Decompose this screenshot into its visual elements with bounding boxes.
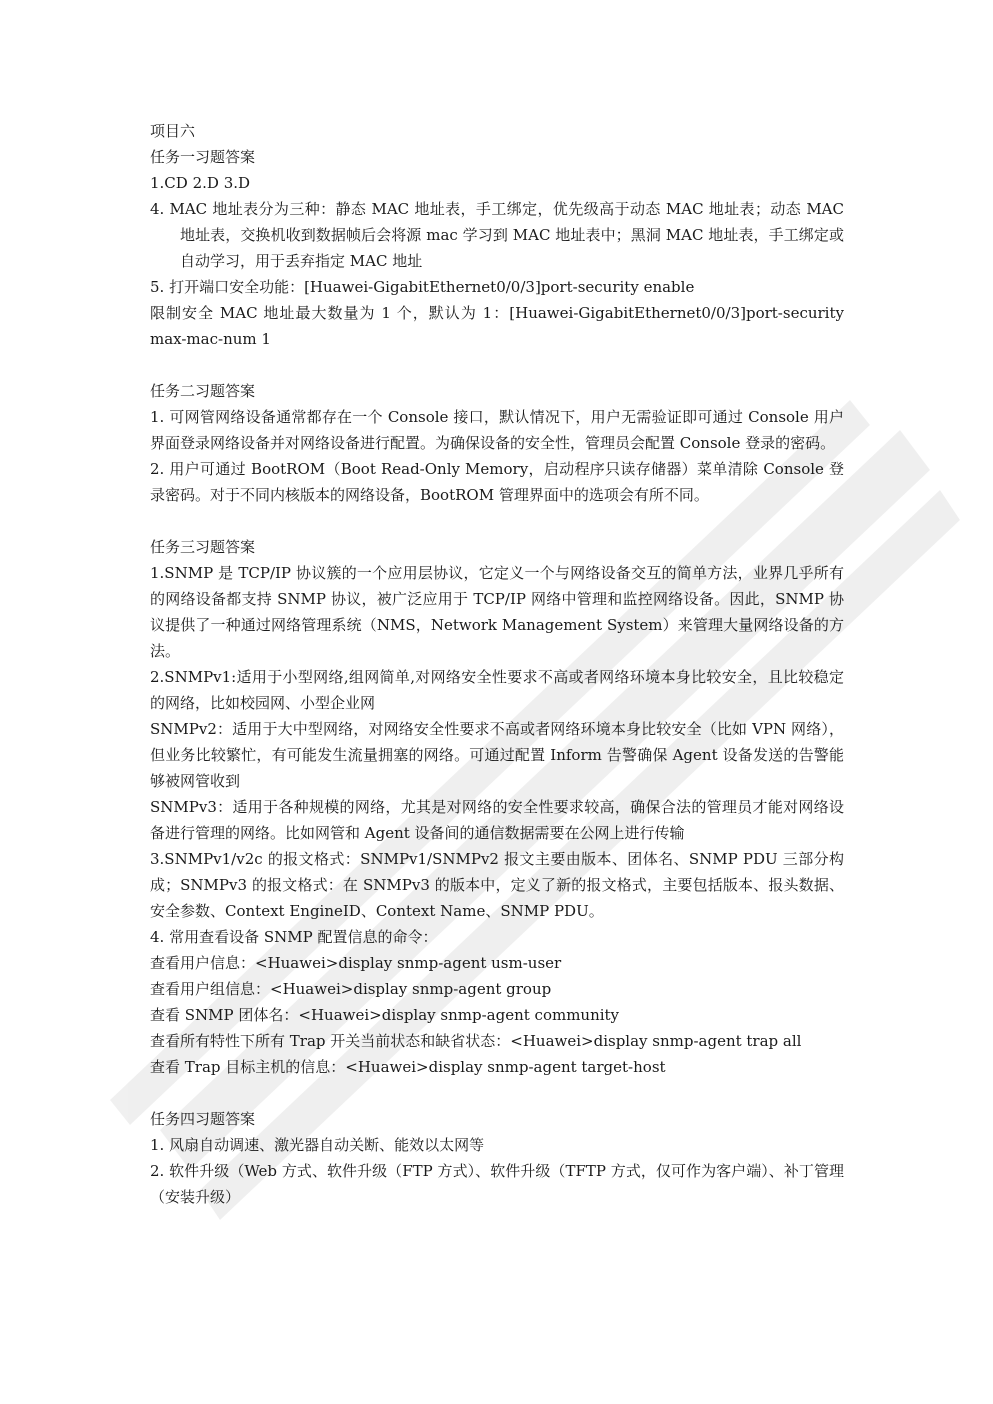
command-line: 查看用户组信息：<Huawei>display snmp-agent group xyxy=(150,980,552,998)
section-title-2: 任务二习题答案 xyxy=(150,382,256,400)
spacer xyxy=(150,352,844,378)
answer-line: 4. 常用查看设备 SNMP 配置信息的命令： xyxy=(150,928,438,946)
answer-paragraph: 限制安全 MAC 地址最大数量为 1 个，默认为 1：[Huawei-GigabitEthernet0/0/3]port-security max-mac-num 1 xyxy=(150,304,844,348)
answer-line: 1.CD 2.D 3.D xyxy=(150,174,251,192)
answer-paragraph: 2.SNMPv1:适用于小型网络,组网简单,对网络安全性要求不高或者网络环境本身比较安全，且比较稳定的网络，比如校园网、小型企业网 xyxy=(150,668,844,712)
answer-paragraph: 4. MAC 地址表分为三种：静态 MAC 地址表，手工绑定，优先级高于动态 MAC 地址表；动态 MAC 地址表，交换机收到数据帧后会将源 mac 学习到 MAC 地址表中；黑洞 MAC 地址表，手工绑定或自动学习，用于丢弃指定 MAC 地址 xyxy=(150,200,844,270)
section-title-1: 任务一习题答案 xyxy=(150,148,256,166)
section-title-4: 任务四习题答案 xyxy=(150,1110,256,1128)
command-line: 查看所有特性下所有 Trap 开关当前状态和缺省状态：<Huawei>display snmp-agent trap all xyxy=(150,1032,802,1050)
spacer xyxy=(150,508,844,534)
answer-paragraph: 1.SNMP 是 TCP/IP 协议簇的一个应用层协议，它定义一个与网络设备交互的简单方法，业界几乎所有的网络设备都支持 SNMP 协议，被广泛应用于 TCP/IP 网络中管理和监控网络设备。因此，SNMP 协议提供了一种通过网络管理系统（NMS，Network Management System）来管理大量网络设备的方法。 xyxy=(150,564,844,660)
answer-paragraph: 2. 用户可通过 BootROM（Boot Read-Only Memory，启动程序只读存储器）菜单清除 Console 登录密码。对于不同内核版本的网络设备，BootROM 管理界面中的选项会有所不同。 xyxy=(150,460,844,504)
answer-line: 1. 风扇自动调速、激光器自动关断、能效以太网等 xyxy=(150,1136,485,1154)
answer-paragraph: 1. 可网管网络设备通常都存在一个 Console 接口，默认情况下，用户无需验证即可通过 Console 用户界面登录网络设备并对网络设备进行配置。为确保设备的安全性，管理员会配置 Console 登录的密码。 xyxy=(150,408,844,452)
command-line: 查看 SNMP 团体名：<Huawei>display snmp-agent community xyxy=(150,1006,620,1024)
project-title: 项目六 xyxy=(150,122,196,140)
section-title-3: 任务三习题答案 xyxy=(150,538,256,556)
document-body xyxy=(150,118,844,1210)
answer-line: 5. 打开端口安全功能：[Huawei-GigabitEthernet0/0/3]port-security enable xyxy=(150,278,695,296)
answer-paragraph: 3.SNMPv1/v2c 的报文格式：SNMPv1/SNMPv2 报文主要由版本、团体名、SNMP PDU 三部分构成；SNMPv3 的报文格式：在 SNMPv3 的版本中，定义了新的报文格式，主要包括版本、报头数据、安全参数、Context EngineID、Context Name、SNMP PDU。 xyxy=(150,850,844,920)
answer-paragraph: 2. 软件升级（Web 方式、软件升级（FTP 方式）、软件升级（TFTP 方式，仅可作为客户端）、补丁管理（安装升级） xyxy=(150,1162,844,1206)
command-line: 查看 Trap 目标主机的信息：<Huawei>display snmp-agent target-host xyxy=(150,1058,666,1076)
answer-paragraph: SNMPv3：适用于各种规模的网络，尤其是对网络的安全性要求较高，确保合法的管理员才能对网络设备进行管理的网络。比如网管和 Agent 设备间的通信数据需要在公网上进行传输 xyxy=(150,798,844,842)
spacer xyxy=(150,1080,844,1106)
command-line: 查看用户信息：<Huawei>display snmp-agent usm-user xyxy=(150,954,562,972)
answer-paragraph: SNMPv2：适用于大中型网络，对网络安全性要求不高或者网络环境本身比较安全（比如 VPN 网络），但业务比较繁忙，有可能发生流量拥塞的网络。可通过配置 Inform 告警确保 Agent 设备发送的告警能够被网管收到 xyxy=(150,720,844,790)
